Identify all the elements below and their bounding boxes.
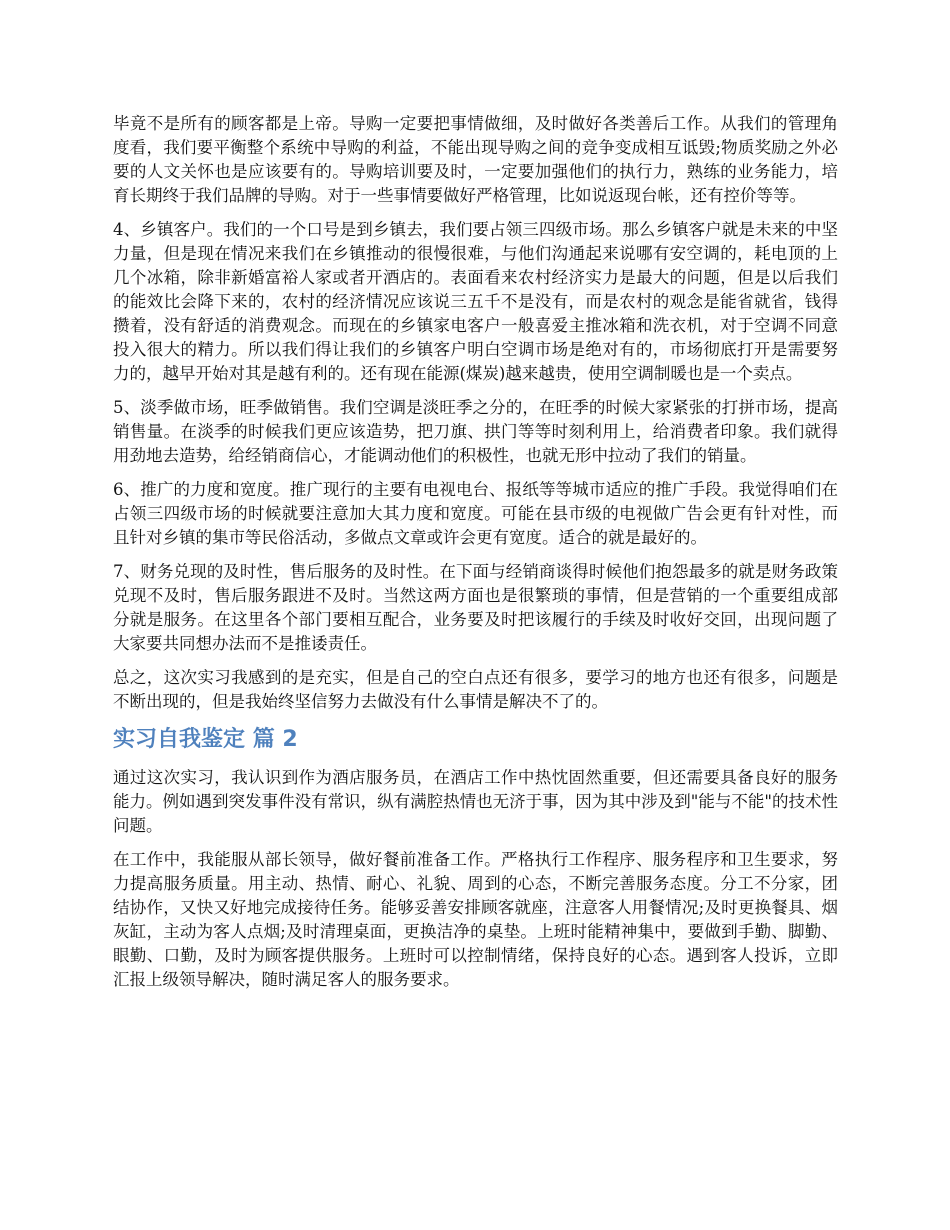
paragraph-summary: 总之，这次实习我感到的是充实，但是自己的空白点还有很多，要学习的地方也还有很多，问题是不断出现的，但是我始终坚信努力去做没有什么事情是解决不了的。	[113, 668, 838, 711]
paragraph-shopping-guide: 毕竟不是所有的顾客都是上帝。导购一定要把事情做细，及时做好各类善后工作。从我们的管理角度看，我们要平衡整个系统中导购的利益，不能出现导购之间的竞争变成相互诋毁;物质奖励之外必要的人文关怀也是应该要有的。导购培训要及时，一定要加强他们的执行力，熟练的业务能力，培育长期终于我们品牌的导购。对于一些事情要做好严格管理，比如说返现台帐，还有控价等等。	[113, 114, 838, 205]
paragraph-town-customers: 4、乡镇客户。我们的一个口号是到乡镇去，我们要占领三四级市场。那么乡镇客户就是未来的中坚力量，但是现在情况来我们在乡镇推动的很慢很难，与他们沟通起来说哪有安空调的，耗电顶的上几个冰箱，除非新婚富裕人家或者开酒店的。表面看来农村经济实力是最大的问题，但是以后我们的能效比会降下来的，农村的经济情况应该说三五千不是没有，而是农村的观念是能省就省，钱得攒着，没有舒适的消费观念。而现在的乡镇家电客户一般喜爱主推冰箱和洗衣机，对于空调不同意投入很大的精力。所以我们得让我们的乡镇客户明白空调市场是绝对有的，市场彻底打开是需要努力的，越早开始对其是越有利的。还有现在能源(煤炭)越来越贵，使用空调制暖也是一个卖点。	[113, 220, 838, 383]
document-page	[113, 112, 838, 1002]
section-heading-2	[113, 724, 838, 756]
paragraph-promotion: 6、推广的力度和宽度。推广现行的主要有电视电台、报纸等等城市适应的推广手段。我觉得咱们在占领三四级市场的时候就要注意加大其力度和宽度。可能在县市级的电视做广告会更有针对性，而且针对乡镇的集市等民俗活动，多做点文章或许会更有宽度。适合的就是最好的。	[113, 480, 838, 547]
paragraph-finance-service: 7、财务兑现的及时性，售后服务的及时性。在下面与经销商谈得时候他们抱怨最多的就是财务政策兑现不及时，售后服务跟进不及时。当然这两方面也是很繁琐的事情，但是营销的一个重要组成部分就是服务。在这里各个部门要相互配合，业务要及时把该履行的手续及时收好交回，出现问题了大家要共同想办法而不是推诿责任。	[113, 562, 838, 653]
paragraph-hotel-service-intro: 通过这次实习，我认识到作为酒店服务员，在酒店工作中热忱固然重要，但还需要具备良好的服务能力。例如遇到突发事件没有常识，纵有满腔热情也无济于事，因为其中涉及到"能与不能"的技术性问题。	[113, 768, 838, 835]
section-heading-suffix: 篇 2	[252, 727, 298, 752]
section-heading-title: 实习自我鉴定	[113, 727, 246, 752]
paragraph-work-performance: 在工作中，我能服从部长领导，做好餐前准备工作。严格执行工作程序、服务程序和卫生要求，努力提高服务质量。用主动、热情、耐心、礼貌、周到的心态，不断完善服务态度。分工不分家，团结协作，又快又好地完成接待任务。能够妥善安排顾客就座，注意客人用餐情况;及时更换餐具、烟灰缸，主动为客人点烟;及时清理桌面，更换洁净的桌垫。上班时能精神集中，要做到手勤、脚勤、眼勤、口勤，及时为顾客提供服务。上班时可以控制情绪，保持良好的心态。遇到客人投诉，立即汇报上级领导解决，随时满足客人的服务要求。	[113, 850, 838, 989]
paragraph-off-season: 5、淡季做市场，旺季做销售。我们空调是淡旺季之分的，在旺季的时候大家紧张的打拼市场，提高销售量。在淡季的时候我们更应该造势，把刀旗、拱门等等时刻利用上，给消费者印象。我们就得用劲地去造势，给经销商信心，才能调动他们的积极性，也就无形中拉动了我们的销量。	[113, 398, 838, 465]
